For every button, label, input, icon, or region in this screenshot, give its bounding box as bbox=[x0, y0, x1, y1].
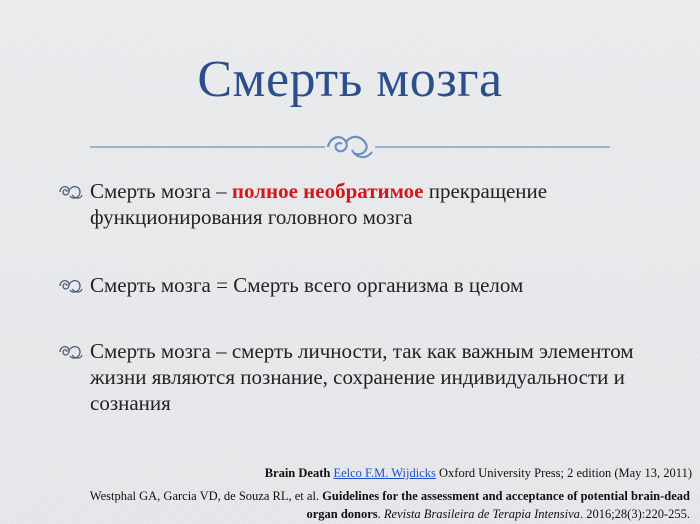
double-curl-bullet-icon bbox=[58, 342, 84, 362]
double-curl-bullet-icon bbox=[58, 182, 84, 202]
bullet-item-3 bbox=[58, 338, 658, 416]
bullet-2-text: Смерть мозга = Смерть всего организма в целом bbox=[90, 273, 524, 297]
slide-title: Смерть мозга bbox=[197, 51, 503, 108]
reference-2: Westphal GA, Garcia VD, de Souza RL, et al. Guidelines for the assessment and acceptance of potential brain-dead organ donors. Revista Brasileira de Terapia Intensiva. 2016;28(3):220-255. bbox=[89, 489, 690, 521]
ref1-rest: Oxford University Press; 2 edition (May 13, 2011) bbox=[439, 466, 692, 480]
bullet-1-prefix: Смерть мозга – bbox=[90, 179, 232, 203]
flourish-divider-icon bbox=[90, 128, 610, 168]
ref2-authors: Westphal GA, Garcia VD, de Souza RL, et al. bbox=[89, 489, 320, 503]
double-curl-bullet-icon bbox=[58, 276, 84, 296]
ref2-journal: Revista Brasileira de Terapia Intensiva bbox=[383, 507, 580, 521]
ref2-title: Guidelines for the assessment and acceptance of potential brain-dead organ donors bbox=[306, 489, 690, 521]
bullet-1-highlight: полное необратимое bbox=[231, 179, 424, 203]
bullet-item-1 bbox=[58, 178, 658, 230]
reference-1 bbox=[265, 466, 692, 481]
ref1-title: Brain Death bbox=[264, 466, 331, 480]
ref1-author-link[interactable]: Eelco F.M. Wijdicks bbox=[333, 466, 436, 480]
bullet-3-text: Смерть мозга – смерть личности, так как важным элементом жизни являются познание, сохранение индивидуальности и сознания bbox=[90, 339, 634, 415]
ref2-citation: 2016;28(3):220-255. bbox=[586, 507, 690, 521]
bullet-1-suffix: прекращение функционирования головного мозга bbox=[90, 179, 548, 229]
bullet-list bbox=[58, 178, 658, 462]
bullet-item-2 bbox=[58, 272, 658, 298]
